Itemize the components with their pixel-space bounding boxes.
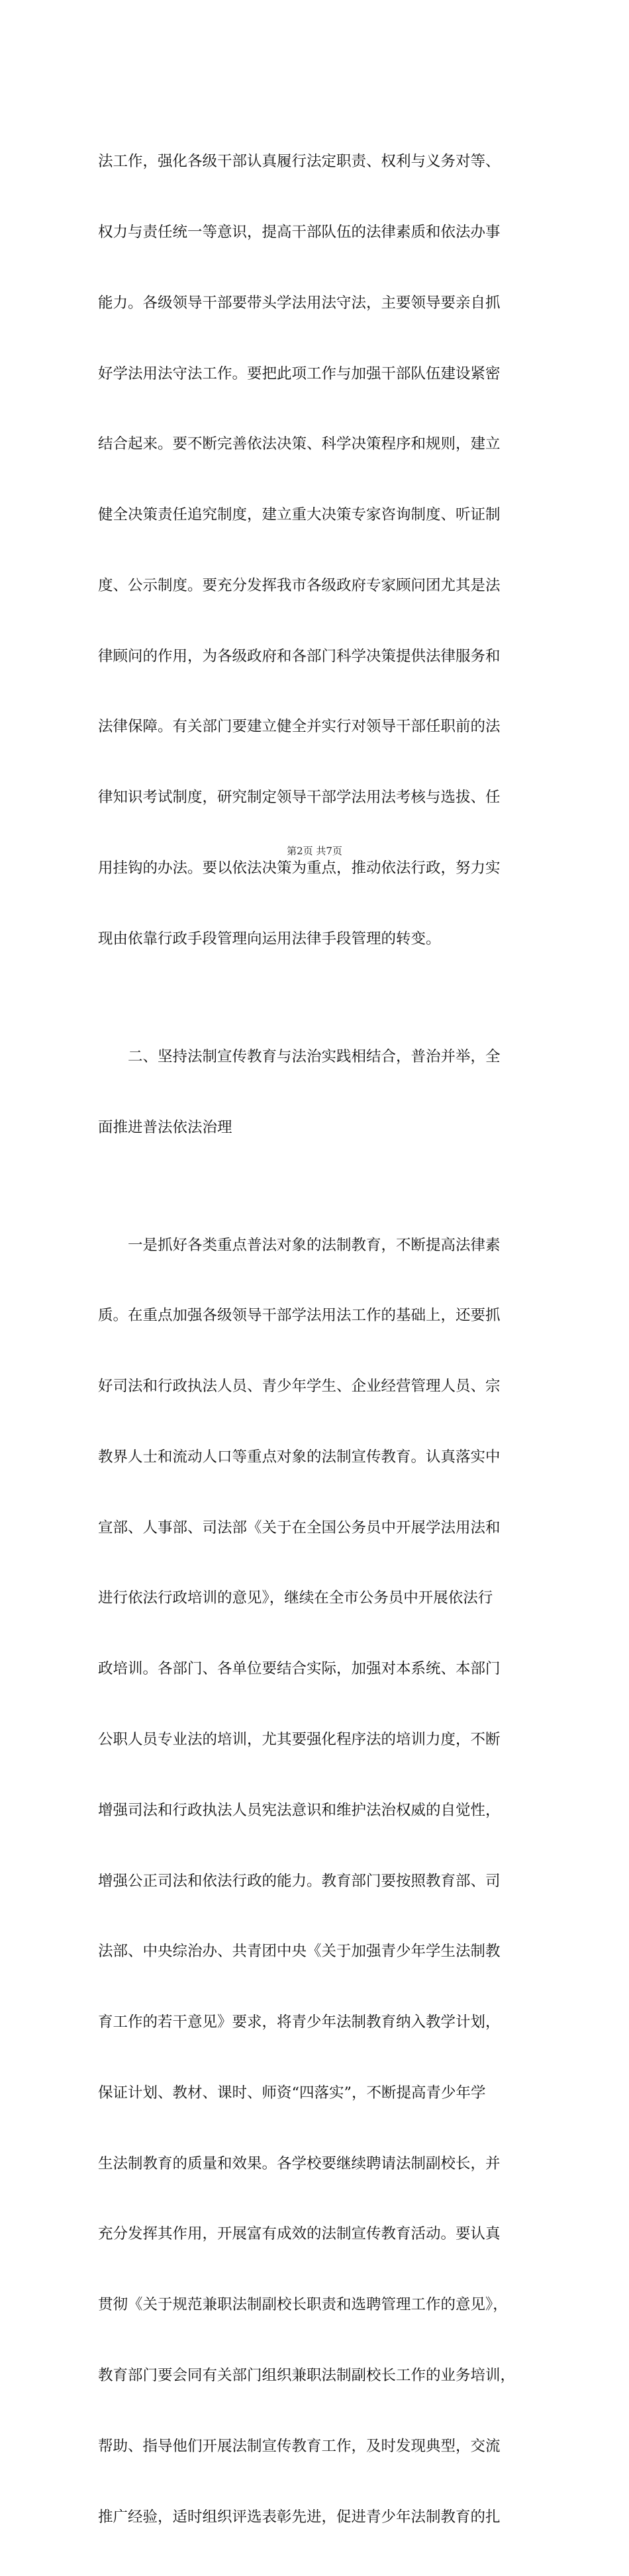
text-line: 增强司法和行政执法人员宪法意识和维护法治权威的自觉性， [98, 1801, 501, 1819]
heading-line: 面推进普法依法治理 [98, 1118, 232, 1136]
text-line: 帮助、指导他们开展法制宣传教育工作，及时发现典型，交流 [98, 2437, 501, 2455]
paragraph-continuation [98, 103, 548, 999]
text-line: 法律保障。有关部门要建立健全并实行对领导干部任职前的法 [98, 718, 501, 736]
page-number: 第2页 共7页 [287, 845, 342, 857]
text-line: 宣部、人事部、司法部《关于在全国公务员中开展学法用法和 [98, 1519, 501, 1536]
document-body [98, 103, 548, 2576]
text-line: 进行依法行政培训的意见》，继续在全市公务员中开展依法行 [98, 1589, 493, 1607]
text-line: 权力与责任统一等意识，提高干部队伍的法律素质和依法办事 [98, 223, 501, 241]
text-line: 生法制教育的质量和效果。各学校要继续聘请法制副校长，并 [98, 2154, 501, 2172]
text-line: 法工作，强化各级干部认真履行法定职责、权利与义务对等、 [98, 153, 501, 171]
text-line: 推广经验，适时组织评选表彰先进，促进青少年法制教育的扎 [98, 2508, 501, 2526]
text-line: 教界人士和流动人口等重点对象的法制宣传教育。认真落实中 [98, 1448, 501, 1466]
text-line: 质。在重点加强各级领导干部学法用法工作的基础上，还要抓 [98, 1307, 501, 1325]
text-line: 贯彻《关于规范兼职法制副校长职责和选聘管理工作的意见》， [98, 2296, 508, 2314]
text-line: 结合起来。要不断完善依法决策、科学决策程序和规则，建立 [98, 435, 501, 453]
text-line: 律知识考试制度，研究制定领导干部学法用法考核与选拔、任 [98, 789, 501, 807]
text-line: 育工作的若干意见》要求，将青少年法制教育纳入教学计划， [98, 2014, 501, 2031]
text-line: 现由依靠行政手段管理向运用法律手段管理的转变。 [98, 930, 441, 948]
paragraph-body [98, 1186, 548, 2576]
section-heading [98, 999, 548, 1187]
text-line: 法部、中央综治办、共青团中央《关于加强青少年学生法制教 [98, 1943, 501, 1961]
text-line: 政培训。各部门、各单位要结合实际，加强对本系统、本部门 [98, 1660, 501, 1678]
text-line: 度、公示制度。要充分发挥我市各级政府专家顾问团尤其是法 [98, 576, 501, 594]
text-line: 健全决策责任追究制度，建立重大决策专家咨询制度、听证制 [98, 506, 501, 524]
text-line: 增强公正司法和依法行政的能力。教育部门要按照教育部、司 [98, 1872, 501, 1890]
text-line: 律顾问的作用，为各级政府和各部门科学决策提供法律服务和 [98, 647, 501, 665]
text-line: 公职人员专业法的培训，尤其要强化程序法的培训力度，不断 [98, 1730, 501, 1748]
text-line: 一是抓好各类重点普法对象的法制教育，不断提高法律素 [128, 1236, 501, 1254]
text-line: 保证计划、教材、课时、师资“四落实”，不断提高青少年学 [98, 2084, 486, 2102]
text-line: 能力。各级领导干部要带头学法用法守法，主要领导要亲自抓 [98, 294, 501, 312]
heading-line: 二、坚持法制宣传教育与法治实践相结合，普治并举，全 [128, 1047, 501, 1065]
text-line: 充分发挥其作用，开展富有成效的法制宣传教育活动。要认真 [98, 2225, 501, 2243]
text-line: 好学法用法守法工作。要把此项工作与加强干部队伍建设紧密 [98, 365, 501, 382]
text-line: 教育部门要会同有关部门组织兼职法制副校长工作的业务培训， [98, 2367, 516, 2384]
text-line: 用挂钩的办法。要以依法决策为重点，推动依法行政，努力实 [98, 860, 501, 877]
text-line: 好司法和行政执法人员、青少年学生、企业经营管理人员、宗 [98, 1378, 501, 1396]
